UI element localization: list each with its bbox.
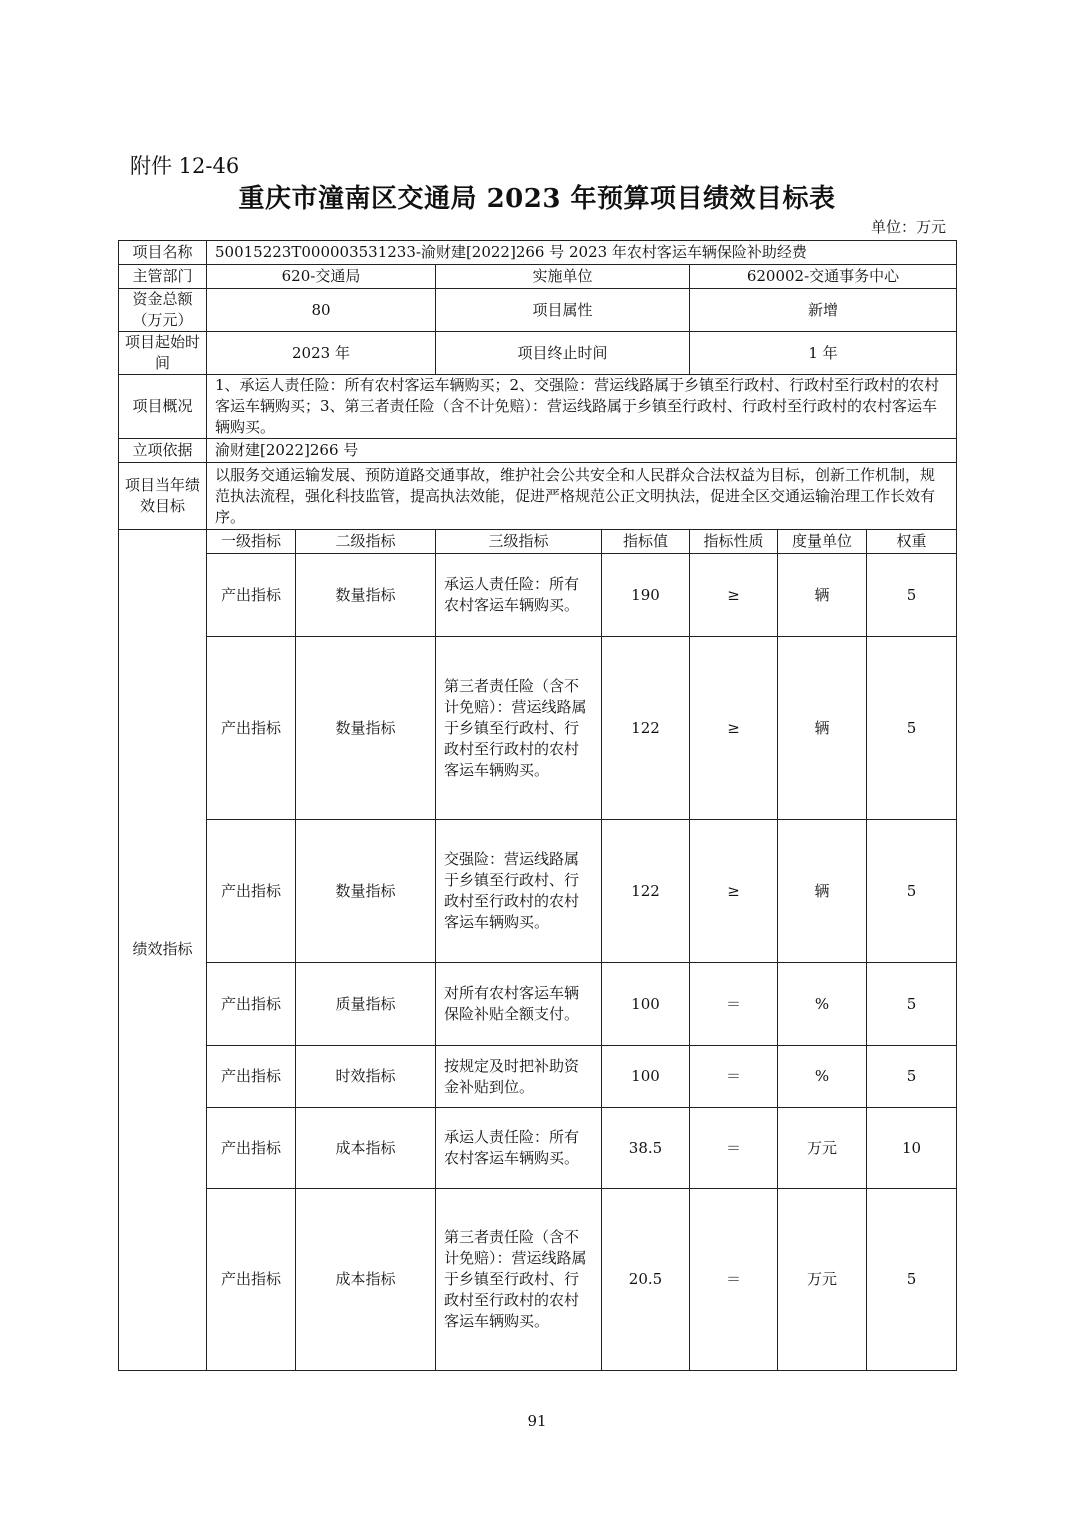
value: 80	[207, 289, 436, 332]
indicator-l3: 承运人责任险：所有农村客运车辆购买。	[436, 1108, 602, 1189]
column-header: 指标性质	[690, 530, 778, 554]
indicator-l3: 第三者责任险（含不计免赔）：营运线路属于乡镇至行政村、行政村至行政村的农村客运车辆购买。	[436, 637, 602, 820]
indicator-l3: 交强险：营运线路属于乡镇至行政村、行政村至行政村的农村客运车辆购买。	[436, 820, 602, 963]
row-time	[119, 332, 957, 375]
row-project-name	[119, 241, 957, 265]
label: 项目概况	[119, 375, 207, 439]
indicator-l1: 产出指标	[207, 1189, 296, 1371]
indicator-value: 100	[602, 1046, 690, 1108]
label: 项目起始时间	[119, 332, 207, 375]
value: 620002-交通事务中心	[690, 265, 957, 289]
indicator-weight: 5	[867, 554, 957, 637]
value: 620-交通局	[207, 265, 436, 289]
label: 项目当年绩效目标	[119, 463, 207, 530]
indicator-row	[119, 1046, 957, 1108]
indicator-value: 20.5	[602, 1189, 690, 1371]
indicator-nature: ≥	[690, 554, 778, 637]
value: 1、承运人责任险：所有农村客运车辆购买；2、交强险：营运线路属于乡镇至行政村、行政村至行政村的农村客运车辆购买；3、第三者责任险（含不计免赔）：营运线路属于乡镇至行政村、行政村至行政村的农村客运车辆购买。	[207, 375, 957, 439]
column-header: 度量单位	[778, 530, 867, 554]
indicator-unit: 辆	[778, 554, 867, 637]
indicator-weight: 5	[867, 1189, 957, 1371]
indicator-nature: ＝	[690, 1046, 778, 1108]
label: 项目属性	[436, 289, 690, 332]
indicator-weight: 10	[867, 1108, 957, 1189]
indicator-value: 122	[602, 637, 690, 820]
indicator-l2: 数量指标	[296, 820, 436, 963]
indicator-l2: 数量指标	[296, 637, 436, 820]
indicator-nature: ≥	[690, 637, 778, 820]
indicator-nature: ≥	[690, 820, 778, 963]
indicator-header-row	[119, 530, 957, 554]
indicator-weight: 5	[867, 963, 957, 1046]
annex-label: 附件 12-46	[130, 154, 240, 178]
indicator-value: 38.5	[602, 1108, 690, 1189]
column-header: 二级指标	[296, 530, 436, 554]
indicator-l2: 成本指标	[296, 1108, 436, 1189]
indicator-l1: 产出指标	[207, 1046, 296, 1108]
indicator-nature: ＝	[690, 1108, 778, 1189]
unit-label: 单位：万元	[870, 218, 946, 236]
row-overview	[119, 375, 957, 439]
indicator-row	[119, 820, 957, 963]
indicator-l3: 对所有农村客运车辆保险补贴全额支付。	[436, 963, 602, 1046]
label: 项目终止时间	[436, 332, 690, 375]
row-fund	[119, 289, 957, 332]
row-goal	[119, 463, 957, 530]
value: 渝财建[2022]266 号	[207, 439, 957, 463]
label: 主管部门	[119, 265, 207, 289]
indicator-unit: 辆	[778, 820, 867, 963]
indicator-row	[119, 963, 957, 1046]
indicator-value: 190	[602, 554, 690, 637]
column-header: 三级指标	[436, 530, 602, 554]
page-number: 91	[527, 1412, 547, 1430]
indicator-l3: 第三者责任险（含不计免赔）：营运线路属于乡镇至行政村、行政村至行政村的农村客运车辆购买。	[436, 1189, 602, 1371]
indicator-l1: 产出指标	[207, 1108, 296, 1189]
indicator-unit: 辆	[778, 637, 867, 820]
indicator-l3: 承运人责任险：所有农村客运车辆购买。	[436, 554, 602, 637]
indicator-row	[119, 1108, 957, 1189]
label: 资金总额（万元）	[119, 289, 207, 332]
indicator-unit: %	[778, 963, 867, 1046]
indicator-l2: 质量指标	[296, 963, 436, 1046]
indicator-nature: ＝	[690, 963, 778, 1046]
label: 项目名称	[119, 241, 207, 265]
column-header: 指标值	[602, 530, 690, 554]
indicator-l1: 产出指标	[207, 554, 296, 637]
indicator-l1: 产出指标	[207, 820, 296, 963]
indicator-weight: 5	[867, 1046, 957, 1108]
performance-table	[118, 240, 957, 1371]
section-label: 绩效指标	[119, 530, 207, 1371]
indicator-l2: 数量指标	[296, 554, 436, 637]
value: 1 年	[690, 332, 957, 375]
indicator-value: 122	[602, 820, 690, 963]
label: 立项依据	[119, 439, 207, 463]
indicator-nature: ＝	[690, 1189, 778, 1371]
indicator-value: 100	[602, 963, 690, 1046]
indicator-weight: 5	[867, 820, 957, 963]
indicator-row	[119, 554, 957, 637]
row-department	[119, 265, 957, 289]
indicator-row	[119, 1189, 957, 1371]
indicator-l1: 产出指标	[207, 637, 296, 820]
indicator-l3: 按规定及时把补助资金补贴到位。	[436, 1046, 602, 1108]
indicator-l2: 时效指标	[296, 1046, 436, 1108]
indicator-unit: 万元	[778, 1189, 867, 1371]
label: 实施单位	[436, 265, 690, 289]
page-title: 重庆市潼南区交通局 2023 年预算项目绩效目标表	[238, 184, 836, 214]
value: 50015223T000003531233-渝财建[2022]266 号 2023 年农村客运车辆保险补助经费	[207, 241, 957, 265]
indicator-l1: 产出指标	[207, 963, 296, 1046]
row-basis	[119, 439, 957, 463]
indicator-unit: %	[778, 1046, 867, 1108]
indicator-unit: 万元	[778, 1108, 867, 1189]
value: 2023 年	[207, 332, 436, 375]
column-header: 权重	[867, 530, 957, 554]
column-header: 一级指标	[207, 530, 296, 554]
value: 新增	[690, 289, 957, 332]
indicator-l2: 成本指标	[296, 1189, 436, 1371]
indicator-row	[119, 637, 957, 820]
value: 以服务交通运输发展、预防道路交通事故，维护社会公共安全和人民群众合法权益为目标，创新工作机制，规范执法流程，强化科技监管，提高执法效能，促进严格规范公正文明执法，促进全区交通运输治理工作长效有序。	[207, 463, 957, 530]
indicator-weight: 5	[867, 637, 957, 820]
